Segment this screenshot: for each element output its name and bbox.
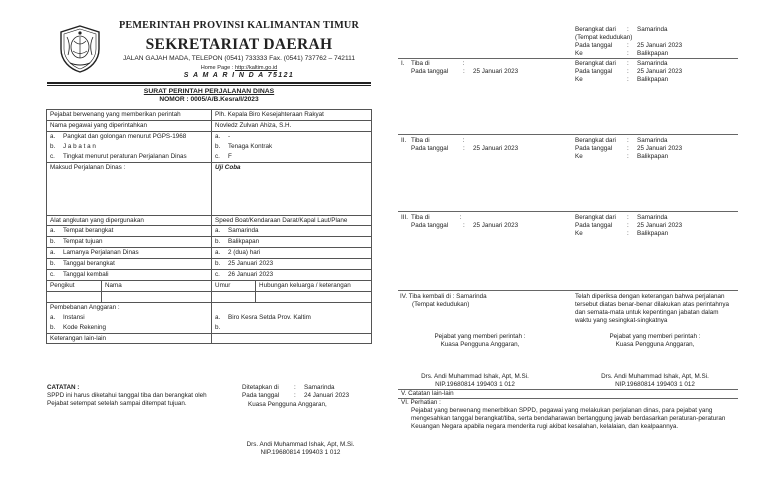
section-i-departure (575, 60, 755, 84)
form-row-agency (47, 313, 372, 323)
colon: : (463, 221, 465, 229)
sppd-form-table (46, 109, 372, 344)
value: Samarinda (637, 137, 668, 144)
catatan-block (47, 384, 227, 408)
colon: : (627, 221, 629, 229)
row (401, 68, 571, 76)
pejabat-label: Pejabat yang memberi perintah : (609, 333, 701, 340)
value: 25 Januari 2023 (637, 144, 683, 152)
form-value: b. (212, 323, 372, 333)
colon: : (627, 60, 629, 67)
form-label: Maksud Perjalanan Dinas : (47, 162, 212, 215)
attention-title: VI. Perhatian : (401, 399, 441, 406)
row (575, 230, 755, 238)
form-row-rank (47, 131, 372, 141)
label: Pada tanggal (575, 41, 613, 49)
label: Ke (575, 75, 583, 83)
companions-cell (102, 291, 212, 302)
header-government: PEMERINTAH PROVINSI KALIMANTAN TIMUR (118, 20, 360, 31)
form-row-destination (47, 237, 372, 248)
label: Berangkat dari (575, 60, 616, 67)
row (401, 145, 571, 153)
colon: : (627, 26, 629, 33)
pejabat-label: Pejabat yang memberi perintah : (434, 333, 526, 340)
ditetapkan-date-label: Pada tanggal (242, 391, 280, 399)
form-row-other-notes (47, 333, 372, 344)
value: 25 Januari 2023 (637, 41, 683, 49)
signer-nip: NIP.19680814 199403 1 012 (260, 448, 341, 456)
signer-name: Drs. Andi Muhammad Ishak, Apt, M.Si. (421, 373, 529, 380)
row (401, 222, 571, 230)
form-value: b. Balikpapan (212, 237, 372, 248)
form-value: a. Biro Kesra Setda Prov. Kaltim (212, 313, 372, 323)
label: Tiba di (411, 137, 430, 144)
section-ii-arrival (401, 137, 571, 153)
label: Pada tanggal (575, 144, 613, 152)
document-title: SURAT PERINTAH PERJALANAN DINAS (143, 88, 275, 95)
header-city: S A M A R I N D A 75121 (183, 72, 295, 79)
homepage-label: Home Page : (200, 65, 235, 71)
provincial-seal-emblem-icon (58, 25, 102, 73)
row (575, 26, 755, 34)
colon: : (627, 229, 629, 237)
label: Pada tanggal (575, 221, 613, 229)
companions-name-header: Nama (102, 280, 212, 291)
header-divider-thin (47, 85, 371, 86)
catatan-text: SPPD ini harus diketahui tanggal tiba dan berangkat oleh Pejabat setempat setelah sampai ditempat tujuan. (47, 391, 207, 407)
ditetapkan-block (242, 384, 372, 409)
form-value: Novledz Zulvan Ahiza, S.H. (212, 120, 372, 131)
kedudukan-note: (Tempat kedudukan) (412, 300, 470, 308)
section-number: III. (401, 214, 408, 221)
form-label: Pejabat berwenang yang memberikan perintah (47, 110, 212, 121)
section-ii-departure (575, 137, 755, 161)
form-label: c. Tingkat menurut peraturan Perjalanan Dinas (47, 152, 212, 162)
kuasa-label: Kuasa Pengguna Anggaran, (440, 340, 520, 348)
label: Pada tanggal (411, 144, 449, 152)
companions-cell (47, 291, 102, 302)
document-number: NOMOR : 0005/A/B.Kesra/I/2023 (159, 96, 259, 103)
form-label: b. J a b a t a n (47, 142, 212, 152)
form-row-departure-date (47, 259, 372, 270)
colon: : (463, 67, 465, 75)
colon: : (627, 137, 629, 144)
form-label: Pembebanan Anggaran : (47, 302, 212, 312)
companions-label: Pengikut (47, 280, 102, 291)
section-iv-signer-right (575, 373, 735, 389)
value: 25 Januari 2023 (637, 221, 683, 229)
colon: : (627, 75, 629, 83)
row (575, 42, 755, 50)
colon: : (294, 391, 296, 399)
section-iii-arrival (401, 214, 571, 230)
label: Berangkat dari (575, 214, 616, 221)
row (575, 214, 755, 222)
row (575, 137, 755, 145)
homepage-link[interactable]: http://kaltim.go.id (234, 65, 278, 71)
form-value: Plh. Kepala Biro Kesejahteraan Rakyat (212, 110, 372, 121)
form-label: Keterangan lain-lain (47, 333, 212, 344)
colon: : (294, 384, 296, 391)
kedudukan-note: (Tempat kedudukan) (575, 33, 633, 41)
header-homepage (108, 65, 370, 72)
section-iv-authority-right (580, 333, 730, 349)
label: Ke (575, 152, 583, 160)
colon: : (462, 60, 465, 67)
ditetapkan-date: 24 Januari 2023 (304, 391, 350, 399)
section-divider (398, 211, 738, 212)
section-divider (398, 290, 738, 291)
form-label: c. Tanggal kembali (47, 269, 212, 280)
header-divider (47, 82, 371, 84)
section-iv-authority-left (405, 333, 555, 349)
value: 25 Januari 2023 (473, 144, 519, 152)
ditetapkan-label: Ditetapkan di (242, 384, 279, 391)
form-row-level (47, 152, 372, 162)
header-secretariat: SEKRETARIAT DAERAH (145, 36, 333, 53)
signer-name: Drs. Andi Muhammad Ishak, Apt, M.Si. (246, 441, 355, 448)
form-value: a. - (212, 131, 372, 141)
form-label: a. Tempat berangkat (47, 226, 212, 237)
form-row-return-date (47, 269, 372, 280)
colon: : (463, 144, 465, 152)
section-iv-verification: Telah diperiksa dengan keterangan bahwa perjalanan tersebut diatas benar-benar dilakukan atas perintahnya dan semata-mata untuk kepentingan jabatan dalam waktu yang sesingkat-singkatnya (575, 293, 730, 324)
form-row-authority (47, 110, 372, 121)
signer-nip: NIP.19680814 199403 1 012 (435, 380, 515, 388)
form-row-account-code (47, 323, 372, 333)
colon: : (462, 137, 465, 144)
section-iv-return (400, 293, 570, 309)
form-label: Alat angkutan yang dipergunakan (47, 215, 212, 226)
section-divider (398, 134, 738, 135)
value: 25 Januari 2023 (637, 67, 683, 75)
label: Pada tanggal (575, 67, 613, 75)
label: Tiba di (411, 214, 430, 221)
section-i-arrival (401, 60, 571, 76)
colon: : (627, 49, 629, 57)
form-value: Uji Coba (212, 162, 372, 215)
form-label: b. Tempat tujuan (47, 237, 212, 248)
form-row-position (47, 142, 372, 152)
form-value (212, 333, 372, 344)
form-label: b. Tanggal berangkat (47, 259, 212, 270)
section-vi-attention (401, 399, 741, 430)
value: Balikpapan (637, 229, 669, 237)
form-label: a. Pangkat dan golongan menurut PGPS-1968 (47, 131, 212, 141)
section-v-notes: V. Catatan lain-lain (401, 390, 454, 397)
tiba-row (401, 60, 571, 68)
ditetapkan-place: Samarinda (304, 384, 335, 391)
value: 25 Januari 2023 (473, 221, 519, 229)
value: Balikpapan (637, 75, 669, 83)
header-address: JALAN GAJAH MADA, TELEPON (0541) 733333 Fax. (0541) 737762 – 742111 (122, 55, 355, 62)
catatan-title: CATATAN : (47, 384, 80, 391)
section-number: II. (401, 137, 407, 144)
label: Ke (575, 229, 583, 237)
form-value: Speed Boat/Kendaraan Darat/Kapal Laut/Plane (212, 215, 372, 226)
form-value: c. F (212, 152, 372, 162)
row (575, 222, 755, 230)
colon: : (627, 67, 629, 75)
value: Balikpapan (637, 152, 669, 160)
value: Samarinda (637, 26, 668, 33)
form-row-transport (47, 215, 372, 226)
row (575, 76, 755, 84)
form-row-companions-blank (47, 291, 372, 302)
label: Tiba di (411, 60, 430, 67)
form-row-purpose (47, 162, 372, 215)
signer-name: Drs. Andi Muhammad Ishak, Apt, M.Si. (601, 373, 709, 380)
form-value: a. 2 (dua) hari (212, 248, 372, 259)
row (575, 145, 755, 153)
value: 25 Januari 2023 (473, 67, 519, 75)
kuasa-label: Kuasa Pengguna Anggaran, (615, 340, 695, 348)
form-value (212, 302, 372, 312)
value: Samarinda (637, 60, 668, 67)
label: Pada tanggal (411, 221, 449, 229)
section-iv-signer-left (395, 373, 555, 389)
form-label: Nama pegawai yang diperintahkan (47, 120, 212, 131)
ditetapkan-date-row (242, 392, 372, 400)
companions-age-header: Umur (212, 280, 256, 291)
row (575, 60, 755, 68)
label: Ke (575, 49, 583, 57)
companions-cell (212, 291, 256, 302)
colon: : (627, 214, 629, 221)
section-divider (398, 58, 738, 59)
form-row-employee (47, 120, 372, 131)
companions-relation-header: Hubungan keluarga / keterangan (256, 280, 372, 291)
form-row-budget (47, 302, 372, 312)
form-value: c. 26 Januari 2023 (212, 269, 372, 280)
ditetapkan-role: Kuasa Pengguna Anggaran, (248, 400, 327, 408)
return-line: IV. Tiba kembali di : Samarinda (400, 293, 487, 300)
colon: : (627, 41, 629, 49)
form-label: a. Instansi (47, 313, 212, 323)
tiba-row (401, 214, 571, 222)
signature-block-main (228, 441, 373, 457)
colon: : (627, 152, 629, 160)
form-label: a. Lamanya Perjalanan Dinas (47, 248, 212, 259)
label: Berangkat dari (575, 26, 616, 33)
row (575, 50, 755, 58)
form-value: b. Tenaga Kontrak (212, 142, 372, 152)
attention-text: Pejabat yang berwenang menerbitkan SPPD, pegawai yang melakukan perjalanan dinas, para pejabat yang mengesahkan tanggal berangkat/tiba, serta bendaharawan bertanggung jawab berdasarkan peraturan-peraturan Keuangan Negara apabila negara menderita rugi akibat kesalahan, kelalaian, dan kealpaannya. (411, 406, 726, 430)
value: Balikpapan (637, 49, 669, 57)
tiba-row (401, 137, 571, 145)
form-value: b. 25 Januari 2023 (212, 259, 372, 270)
form-row-companions-header (47, 280, 372, 291)
label: Pada tanggal (411, 67, 449, 75)
form-row-duration (47, 248, 372, 259)
label: Berangkat dari (575, 137, 616, 144)
value: Samarinda (637, 214, 668, 221)
colon: : (459, 214, 462, 221)
section-iii-departure (575, 214, 755, 238)
right-top-departure (575, 26, 755, 57)
signer-nip: NIP.19680814 199403 1 012 (615, 380, 695, 388)
form-label: b. Kode Rekening (47, 323, 212, 333)
form-row-departure-place (47, 226, 372, 237)
section-number: I. (401, 60, 405, 67)
form-value: a. Samarinda (212, 226, 372, 237)
companions-cell (256, 291, 372, 302)
row (575, 68, 755, 76)
ditetapkan-place-row (242, 384, 372, 392)
row (575, 153, 755, 161)
colon: : (627, 144, 629, 152)
